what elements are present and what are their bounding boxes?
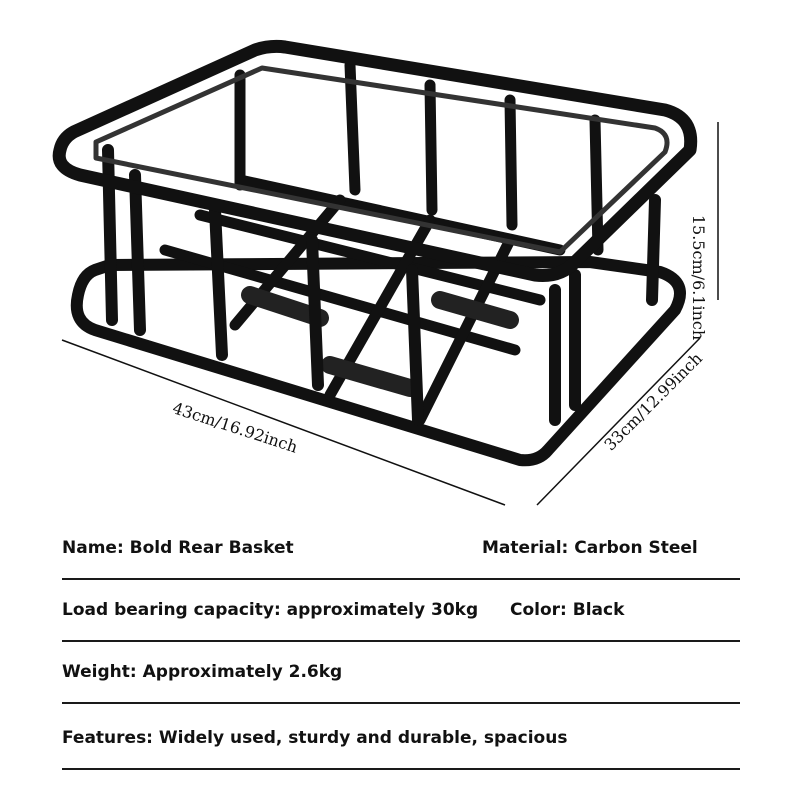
basket-bottom-rim <box>77 262 680 460</box>
spec-row-weight <box>62 642 740 704</box>
spec-material: Material: Carbon Steel <box>482 538 698 558</box>
spec-name: Name: Bold Rear Basket <box>62 538 294 558</box>
spec-row-name-material <box>62 518 740 580</box>
spec-color: Color: Black <box>510 600 625 620</box>
depth-dimension-label: 33cm/12.99inch <box>600 348 706 455</box>
spec-load-capacity: Load bearing capacity: approximately 30kg <box>62 600 479 620</box>
spec-features: Features: Widely used, sturdy and durable, spacious <box>62 728 568 748</box>
spec-weight: Weight: Approximately 2.6kg <box>62 662 343 682</box>
height-dimension-label: 15.5cm/6.1inch <box>689 214 709 341</box>
spec-row-features <box>62 708 740 770</box>
spec-row-load-color <box>62 580 740 642</box>
length-dimension-label: 43cm/16.92inch <box>170 398 301 457</box>
